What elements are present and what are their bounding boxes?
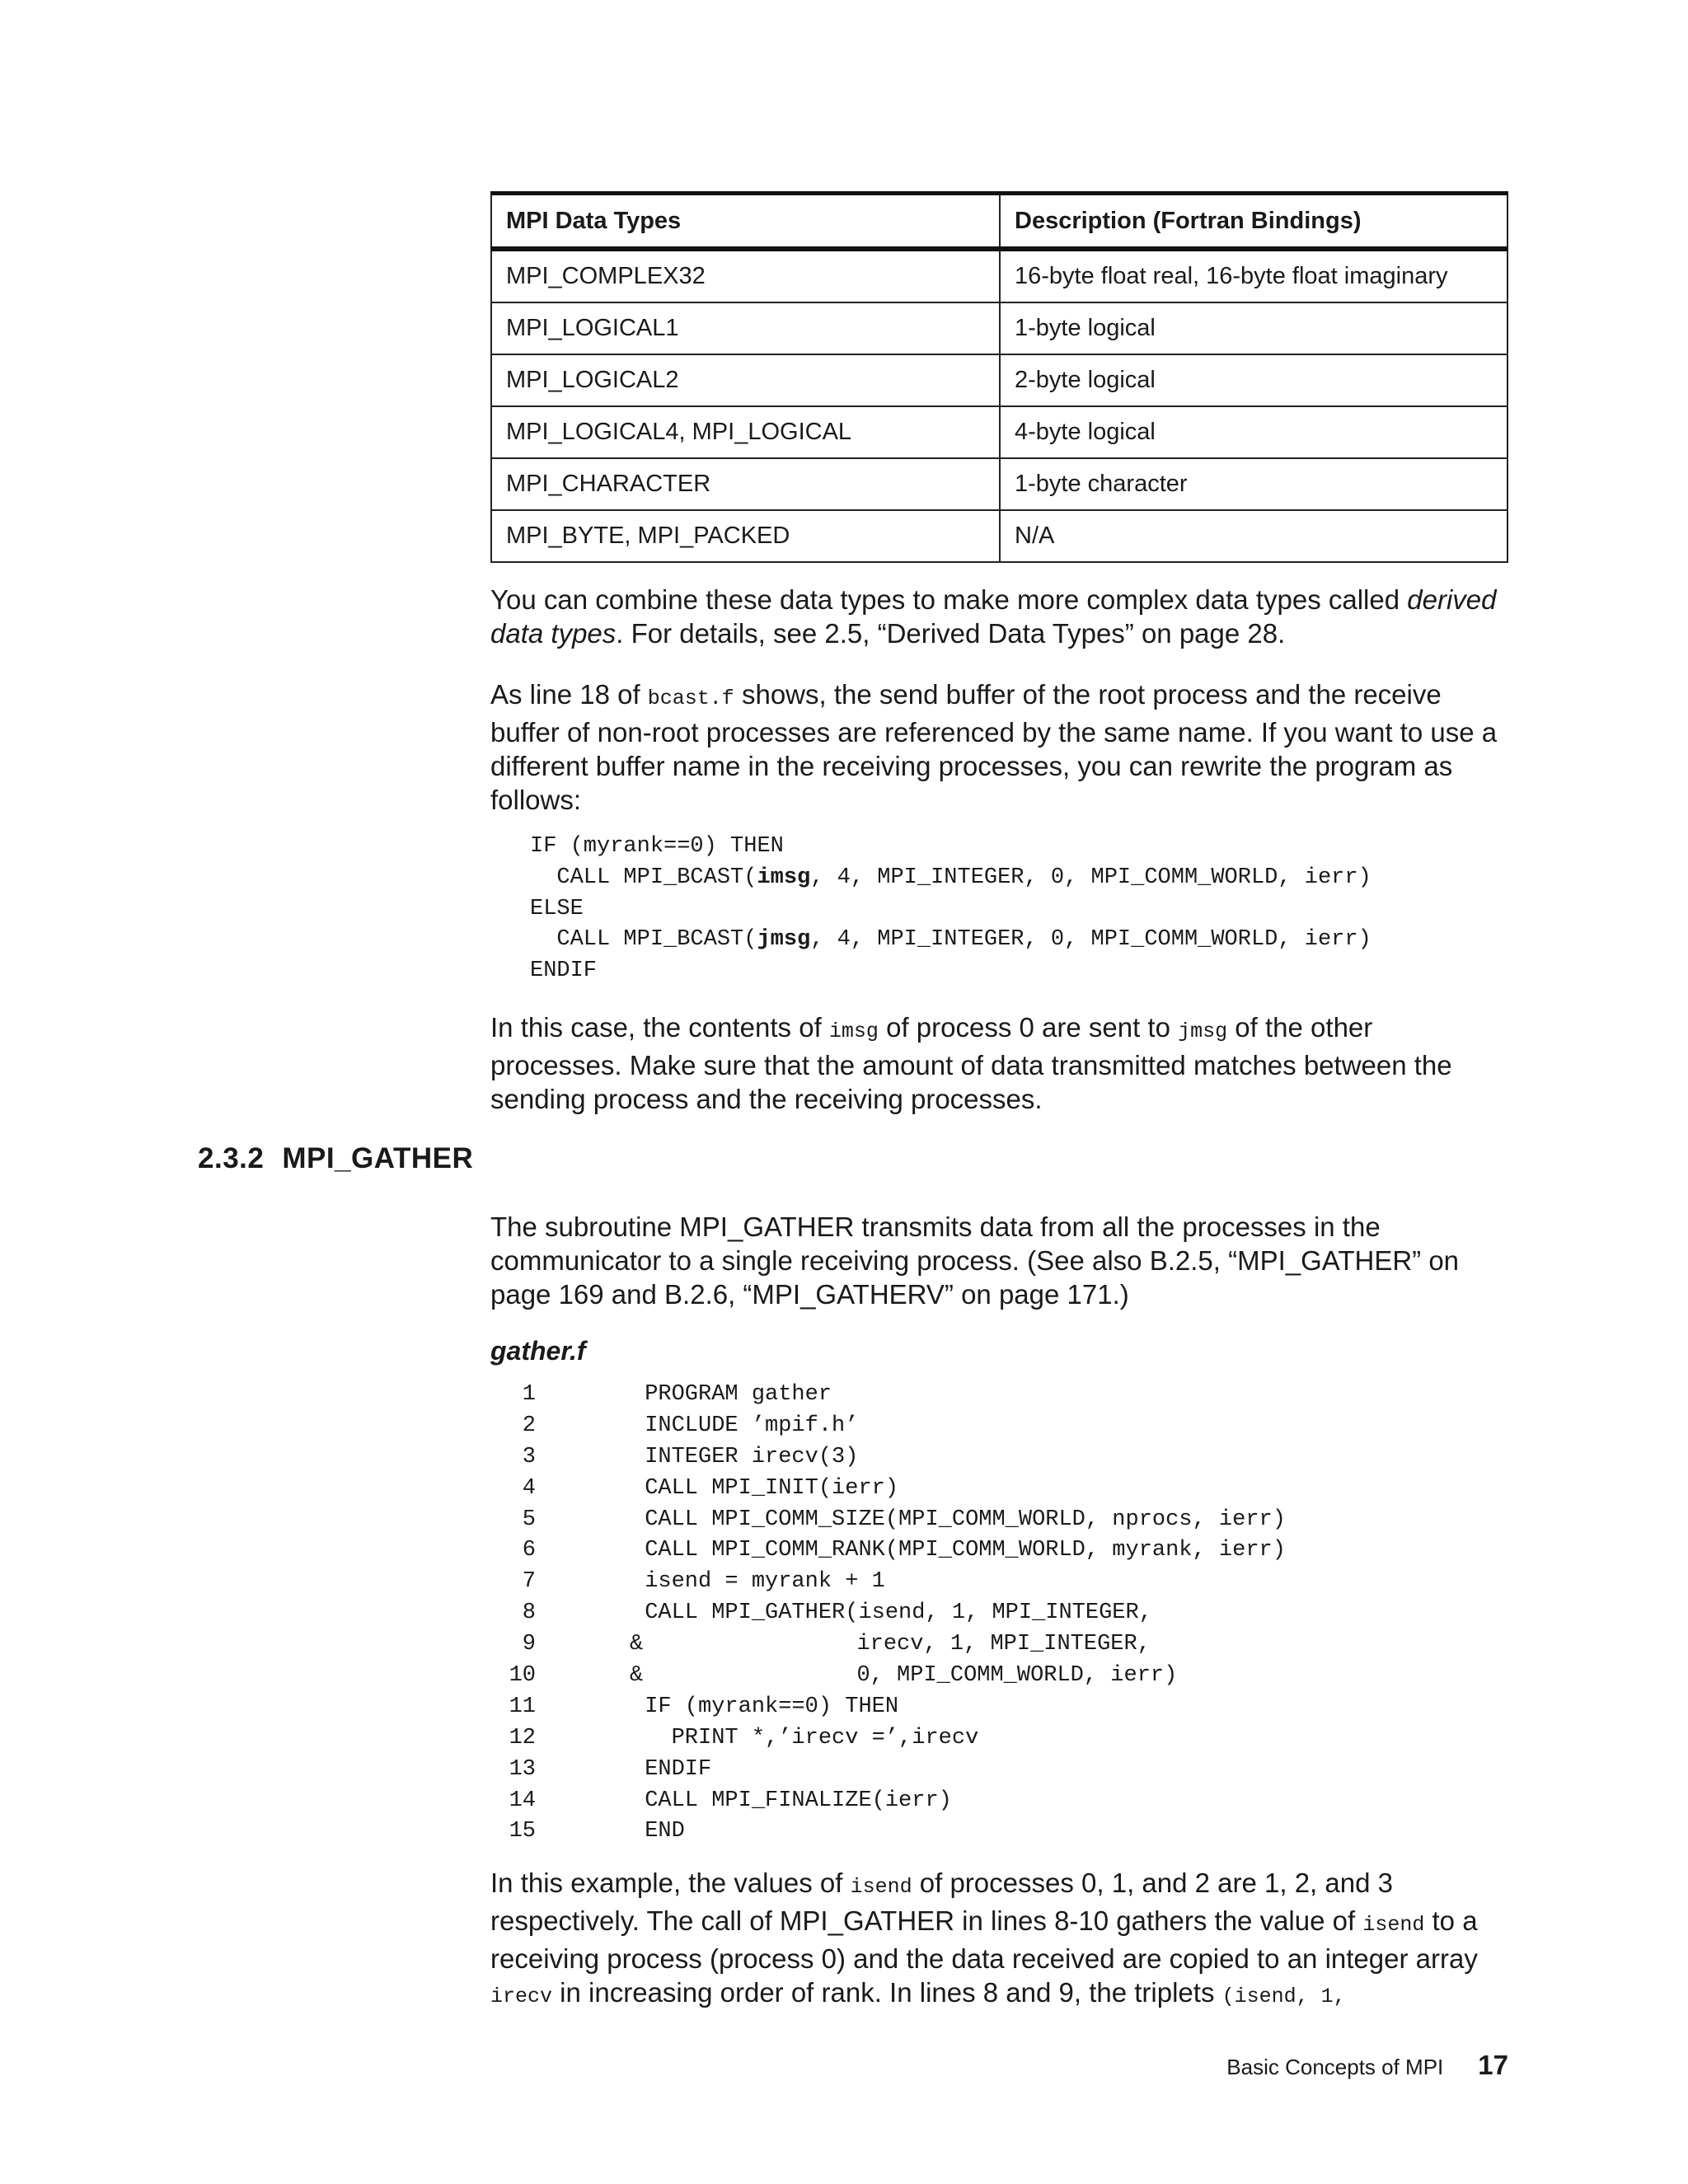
table-cell: MPI_LOGICAL1 <box>491 302 1000 354</box>
code-line: CALL MPI_GATHER(isend, 1, MPI_INTEGER, <box>631 1601 1152 1626</box>
inline-code: irecv <box>490 1985 553 2009</box>
table-row <box>491 510 1507 562</box>
table-header-cell: MPI Data Types <box>491 194 1000 250</box>
listing-line <box>490 1816 1508 1848</box>
listing-line <box>490 1442 1508 1474</box>
table-row <box>491 249 1507 302</box>
code-line: INCLUDE ’mpif.h’ <box>631 1413 859 1438</box>
code-line: IF (myrank==0) THEN <box>631 1694 899 1719</box>
table-row <box>491 354 1507 406</box>
text-run: . For details, see 2.5, “Derived Data Types” on page 28. <box>616 618 1286 649</box>
listing-line <box>490 1661 1508 1692</box>
line-number: 13 <box>509 1756 536 1782</box>
paragraph-gather-example <box>490 1866 1508 2013</box>
code-text: CALL MPI_BCAST( <box>530 865 757 890</box>
listing-line <box>490 1629 1508 1661</box>
line-number: 1 <box>522 1381 536 1407</box>
code-line: ENDIF <box>530 958 598 984</box>
paragraph-gather-intro: The subroutine MPI_GATHER transmits data from all the processes in the communicator to a single receiving process. (See also B.2.5, “MPI_GATHER” on page 169 and B.2.6, “MPI_GATHERV” on page 171.) <box>490 1211 1460 1310</box>
table-header-row <box>491 194 1507 250</box>
paragraph-bcast-buffer <box>490 677 1508 817</box>
code-line: CALL MPI_FINALIZE(ierr) <box>631 1788 952 1813</box>
table-cell: 1-byte character <box>1000 458 1507 510</box>
table-cell: 16-byte float real, 16-byte float imaginary <box>1000 249 1507 302</box>
inline-code: jmsg <box>1178 1019 1228 1043</box>
line-number: 9 <box>522 1632 536 1657</box>
table-cell: MPI_LOGICAL4, MPI_LOGICAL <box>491 406 1000 458</box>
code-line: CALL MPI_INIT(ierr) <box>631 1475 899 1501</box>
code-listing-gather <box>490 1380 1508 1848</box>
listing-line <box>490 1411 1508 1442</box>
inline-code: imsg <box>828 1019 879 1043</box>
inline-code: bcast.f <box>647 687 734 710</box>
section-title: MPI_GATHER <box>282 1142 474 1174</box>
line-number: 12 <box>509 1725 536 1750</box>
code-bold-text: jmsg <box>757 927 811 953</box>
section-heading <box>198 1142 473 1175</box>
line-number: 11 <box>509 1694 536 1719</box>
code-text: , 4, MPI_INTEGER, 0, MPI_COMM_WORLD, ierr) <box>810 865 1372 890</box>
paragraph-contents-sent <box>490 1010 1508 1116</box>
emphasis-text: derived data types <box>490 584 1497 649</box>
code-line: & 0, MPI_COMM_WORLD, ierr) <box>630 1663 1178 1688</box>
line-number: 8 <box>522 1601 536 1626</box>
listing-line <box>490 1755 1508 1786</box>
code-text: , 4, MPI_INTEGER, 0, MPI_COMM_WORLD, ierr) <box>810 927 1372 953</box>
listing-title: gather.f <box>490 1335 586 1366</box>
table-header-cell: Description (Fortran Bindings) <box>1000 194 1507 250</box>
line-number: 6 <box>522 1538 536 1563</box>
text-run: In this example, the values of <box>490 1868 851 1899</box>
code-snippet-bcast <box>490 832 1508 987</box>
code-line: PRINT *,’irecv =’,irecv <box>631 1725 979 1750</box>
text-run: In this case, the contents of <box>490 1011 829 1043</box>
table-row <box>491 458 1507 510</box>
listing-line <box>490 1535 1508 1567</box>
page-footer <box>1226 2050 1508 2081</box>
text-run: of the other processes. Make sure that the amount of data transmitted matches between the sending process and the receiving processes. <box>490 1011 1452 1114</box>
table-cell: N/A <box>1000 510 1507 562</box>
code-line: END <box>631 1819 685 1844</box>
line-number: 4 <box>522 1475 536 1501</box>
code-line <box>530 863 1508 894</box>
text-run: of processes 0, 1, and 2 are 1, 2, and 3 respectively. The call of MPI_GATHER in lines 8-10 gathers the value of <box>490 1868 1393 1937</box>
code-line: INTEGER irecv(3) <box>631 1444 859 1469</box>
code-line: CALL MPI_COMM_SIZE(MPI_COMM_WORLD, nprocs, ierr) <box>631 1507 1286 1532</box>
table-cell: MPI_COMPLEX32 <box>491 249 1000 302</box>
code-line: isend = myrank + 1 <box>631 1569 885 1595</box>
code-line: IF (myrank==0) THEN <box>530 834 784 859</box>
line-number: 3 <box>522 1444 536 1469</box>
table-cell: MPI_BYTE, MPI_PACKED <box>491 510 1000 562</box>
code-line: PROGRAM gather <box>631 1381 832 1407</box>
inline-code: isend <box>1362 1913 1425 1938</box>
line-number: 5 <box>522 1507 536 1532</box>
page-content <box>490 191 1508 2013</box>
line-number: 14 <box>509 1788 536 1813</box>
table-row <box>491 302 1507 354</box>
footer-chapter-title: Basic Concepts of MPI <box>1226 2055 1444 2079</box>
listing-line <box>490 1786 1508 1817</box>
table-cell: 1-byte logical <box>1000 302 1507 354</box>
listing-line <box>490 1474 1508 1505</box>
paragraph-derived-types <box>490 583 1508 650</box>
code-text: CALL MPI_BCAST( <box>530 927 757 953</box>
listing-line <box>490 1505 1508 1536</box>
text-run: As line 18 of <box>490 679 648 710</box>
table-cell: 4-byte logical <box>1000 406 1507 458</box>
table-cell: MPI_LOGICAL2 <box>491 354 1000 406</box>
listing-line <box>490 1723 1508 1755</box>
table-row <box>491 406 1507 458</box>
code-line: CALL MPI_COMM_RANK(MPI_COMM_WORLD, myrank, ierr) <box>631 1538 1286 1563</box>
listing-line <box>490 1692 1508 1723</box>
code-line <box>530 925 1508 956</box>
text-run: You can combine these data types to make more complex data types called <box>490 584 1408 615</box>
code-line: ELSE <box>530 896 584 921</box>
text-run: to a receiving process (process 0) and the data received are copied to an integer array <box>490 1905 1478 1975</box>
mpi-data-types-table <box>490 191 1508 563</box>
line-number: 15 <box>509 1819 536 1844</box>
table-cell: MPI_CHARACTER <box>491 458 1000 510</box>
code-bold-text: imsg <box>757 865 811 890</box>
section-number: 2.3.2 <box>198 1142 265 1174</box>
listing-line <box>490 1598 1508 1629</box>
inline-code: (isend, 1, <box>1221 1985 1346 2009</box>
text-run: shows, the send buffer of the root process and the receive buffer of non-root processes are referenced by the same name. If you want to use a different buffer name in the receiving processes, you can rewrite the program as follows: <box>490 679 1498 815</box>
text-run: of process 0 are sent to <box>878 1011 1179 1043</box>
code-line: & irecv, 1, MPI_INTEGER, <box>630 1632 1151 1657</box>
footer-page-number: 17 <box>1478 2050 1508 2080</box>
listing-line <box>490 1567 1508 1598</box>
line-number: 2 <box>522 1413 536 1438</box>
text-run: in increasing order of rank. In lines 8 and 9, the triplets <box>552 1977 1222 2008</box>
table-cell: 2-byte logical <box>1000 354 1507 406</box>
code-line: ENDIF <box>631 1756 712 1782</box>
listing-line <box>490 1380 1508 1411</box>
line-number: 10 <box>509 1663 536 1688</box>
inline-code: isend <box>850 1875 912 1900</box>
line-number: 7 <box>522 1569 536 1595</box>
